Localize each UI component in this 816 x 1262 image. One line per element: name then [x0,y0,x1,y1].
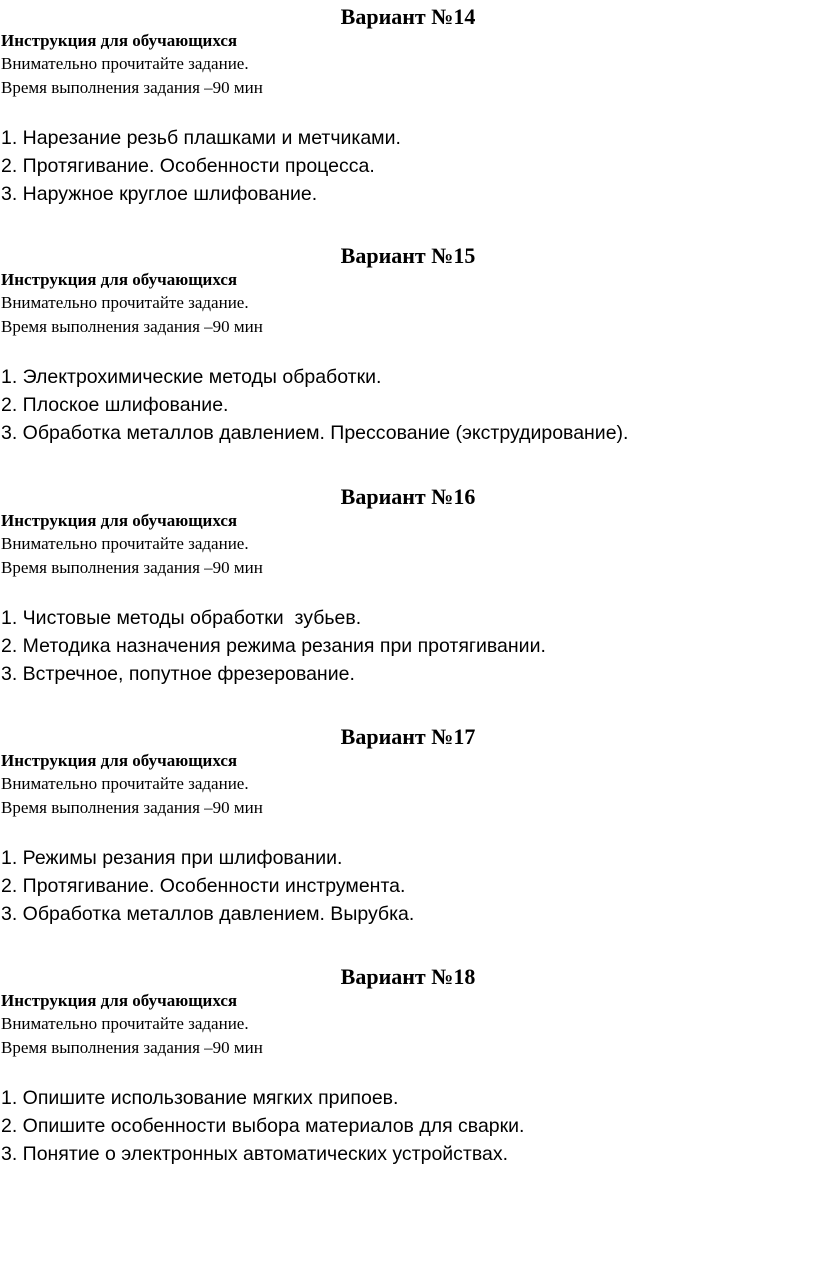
instruction-heading: Инструкция для обучающихся [1,991,238,1010]
task-list [0,1084,816,1168]
variant-title: Вариант №15 [340,243,476,268]
instruction-read-text: Внимательно прочитайте задание. [1,1014,249,1033]
task-list [0,844,816,928]
task-item: 1. Опишите использование мягких припоев. [1,1087,399,1109]
task-list [0,604,816,688]
instruction-heading: Инструкция для обучающихся [1,31,238,50]
task-item: 1. Чистовые методы обработки зубьев. [1,607,362,629]
instruction-heading: Инструкция для обучающихся [1,751,238,770]
variant-block-16 [0,484,816,688]
task-item: 1. Нарезание резьб плашками и метчиками. [1,127,401,149]
task-item: 2. Опишите особенности выбора материалов для сварки. [1,1115,525,1137]
task-item: 3. Обработка металлов давлением. Прессование (экструдирование). [1,422,629,444]
task-list [0,124,816,208]
instruction-heading: Инструкция для обучающихся [1,511,238,530]
task-item: 2. Протягивание. Особенности процесса. [1,155,375,177]
variant-block-15 [0,243,816,447]
task-item: 3. Обработка металлов давлением. Вырубка. [1,903,415,925]
instruction-read-text: Внимательно прочитайте задание. [1,774,249,793]
variant-title: Вариант №18 [340,964,476,989]
instruction-time-text: Время выполнения задания –90 мин [1,78,263,97]
instruction-time-text: Время выполнения задания –90 мин [1,317,263,336]
task-item: 3. Понятие о электронных автоматических устройствах. [1,1143,509,1165]
instruction-read-text: Внимательно прочитайте задание. [1,54,249,73]
variant-title: Вариант №14 [340,4,476,29]
task-item: 1. Режимы резания при шлифовании. [1,847,343,869]
instruction-read-text: Внимательно прочитайте задание. [1,534,249,553]
instruction-time-text: Время выполнения задания –90 мин [1,1038,263,1057]
task-item: 3. Наружное круглое шлифование. [1,183,318,205]
task-list [0,363,816,447]
instruction-time-text: Время выполнения задания –90 мин [1,798,263,817]
instruction-heading: Инструкция для обучающихся [1,270,238,289]
task-item: 2. Протягивание. Особенности инструмента. [1,875,406,897]
variant-block-18 [0,964,816,1168]
task-item: 1. Электрохимические методы обработки. [1,366,382,388]
task-item: 2. Методика назначения режима резания при протягивании. [1,635,546,657]
variant-title: Вариант №17 [340,724,476,749]
variant-title: Вариант №16 [340,484,476,509]
instruction-read-text: Внимательно прочитайте задание. [1,293,249,312]
variant-block-17 [0,724,816,928]
instruction-time-text: Время выполнения задания –90 мин [1,558,263,577]
variant-block-14 [0,4,816,208]
task-item: 3. Встречное, попутное фрезерование. [1,663,355,685]
task-item: 2. Плоское шлифование. [1,394,229,416]
